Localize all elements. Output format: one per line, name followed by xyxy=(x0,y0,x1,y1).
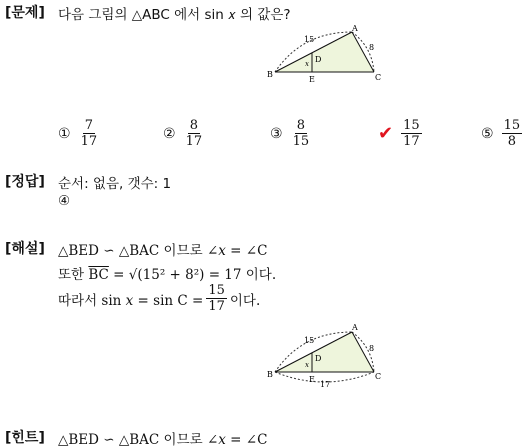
choice-5-mark: ⑤ xyxy=(481,125,494,142)
choice-1-mark: ① xyxy=(58,125,71,142)
choice-4[interactable] xyxy=(378,118,422,149)
answer-text: 순서: 없음, 갯수: 1 xyxy=(58,176,172,192)
len-ab: 15 xyxy=(304,35,315,44)
label-c-2: C xyxy=(375,372,382,381)
problem-question: 다음 그림의 △ABC 에서 sin 𝑥 의 값은? xyxy=(58,7,291,23)
len-ac-2: 8 xyxy=(369,344,375,353)
len-bc-2: 17 xyxy=(320,380,331,389)
choice-3[interactable] xyxy=(270,118,311,149)
len-ac: 8 xyxy=(369,43,375,52)
choice-2[interactable] xyxy=(163,118,204,149)
choice-2-mark: ② xyxy=(163,125,176,142)
label-d-2: D xyxy=(315,354,322,363)
explanation-line-1: △BED ∽ △BAC 이므로 ∠𝑥 = ∠C xyxy=(58,243,268,259)
angle-x-2: x xyxy=(305,361,309,369)
explanation-line-3: 따라서 sin 𝑥 = sin C = $\frac{15}{17}$ 이다. xyxy=(58,283,261,314)
hint-tag: [힌트] xyxy=(5,430,45,446)
answer-tag: [정답] xyxy=(5,174,45,190)
choice-4-fraction: $\frac{15}{17}$ xyxy=(403,118,420,149)
triangle-figure-solution xyxy=(262,320,392,390)
answer-value: ④ xyxy=(58,193,71,209)
explanation-tag: [해설] xyxy=(5,241,45,257)
check-icon: ✔ xyxy=(378,123,394,144)
angle-x: x xyxy=(305,60,309,68)
choice-5-fraction: $\frac{15}{8}$ xyxy=(503,118,521,149)
choice-3-mark: ③ xyxy=(270,125,283,142)
explanation-line-2: 또한 $\overline{BC} = √(15^2 + 8^2) = 17$ 이다. xyxy=(58,267,277,283)
choice-5[interactable] xyxy=(481,118,522,149)
label-b: B xyxy=(267,70,273,79)
choice-2-fraction: $\frac{8}{17}$ xyxy=(185,118,203,149)
choice-3-fraction: $\frac{8}{15}$ xyxy=(292,118,310,149)
label-d: D xyxy=(315,55,322,64)
label-c: C xyxy=(375,73,382,82)
triangle-figure xyxy=(262,22,392,88)
label-a-2: A xyxy=(352,323,358,332)
label-a: A xyxy=(352,24,358,33)
choice-1-fraction: $\frac{7}{17}$ xyxy=(80,118,98,149)
problem-tag: [문제] xyxy=(5,5,45,21)
label-b-2: B xyxy=(267,370,273,379)
len-ab-2: 15 xyxy=(304,336,315,345)
segment-bc: $\overline{BC}$ xyxy=(88,267,109,283)
choice-1[interactable] xyxy=(58,118,99,149)
hint-text: △BED ∽ △BAC 이므로 ∠𝑥 = ∠C xyxy=(58,432,268,448)
label-e: E xyxy=(309,75,315,84)
label-e-2: E xyxy=(309,375,315,384)
